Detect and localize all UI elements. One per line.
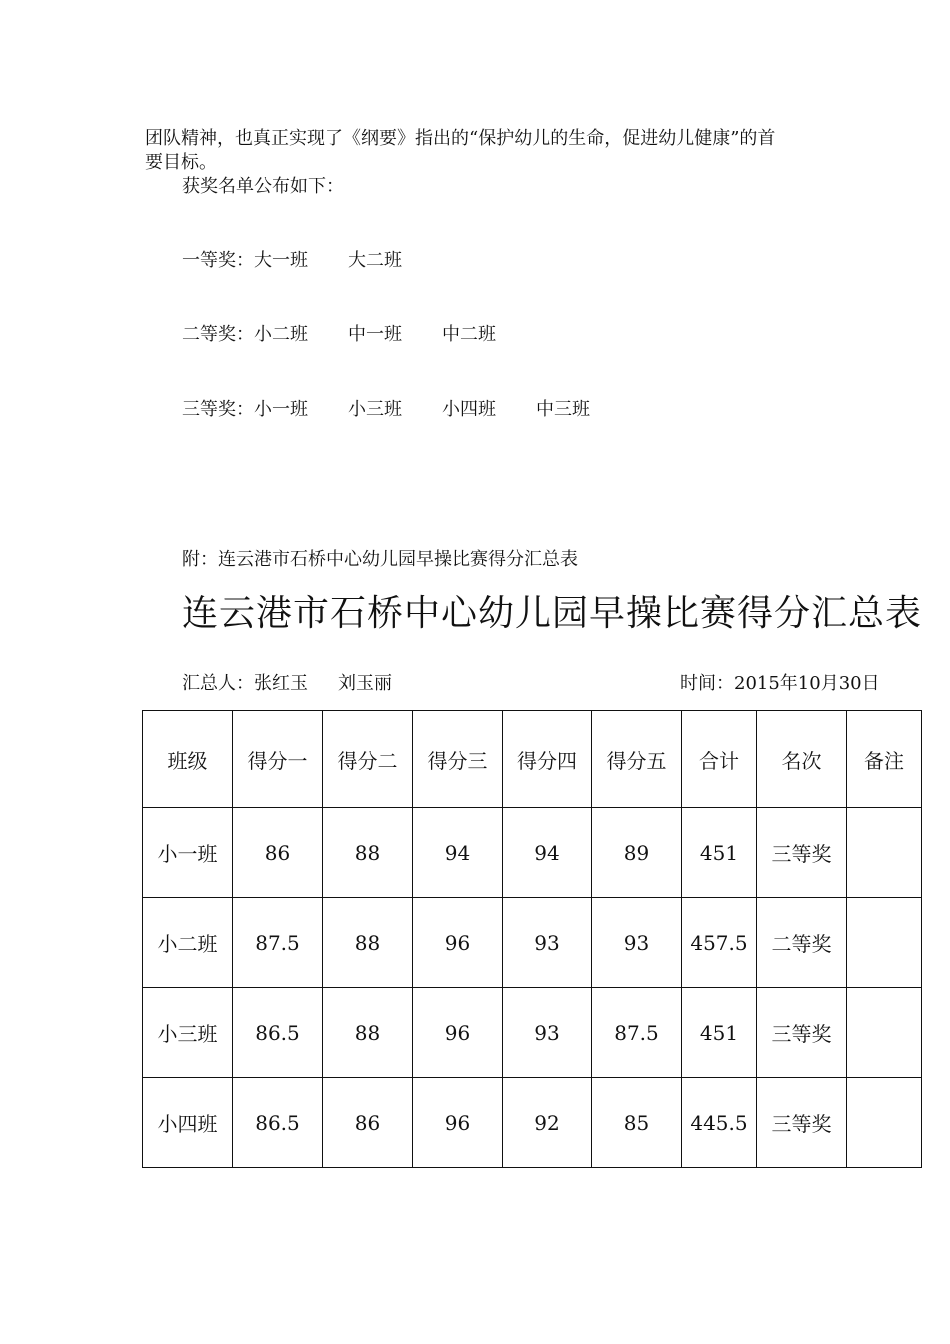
table-row	[143, 898, 922, 988]
table-cell: 三等奖	[757, 988, 847, 1078]
award-third	[182, 399, 590, 421]
table-cell: 88	[323, 988, 413, 1078]
score-table	[142, 710, 922, 1168]
table-cell: 96	[413, 988, 503, 1078]
date-line: 时间：2015年10月30日	[680, 673, 880, 694]
table-cell: 96	[413, 1078, 503, 1168]
table-cell: 小二班	[143, 898, 233, 988]
header-cell: 班级	[143, 711, 233, 808]
table-cell: 85	[592, 1078, 682, 1168]
table-cell: 92	[503, 1078, 592, 1168]
award-class: 中一班	[348, 324, 402, 345]
table-cell: 86.5	[233, 988, 323, 1078]
award-class: 小一班	[254, 399, 308, 420]
award-label: 三等奖：	[182, 399, 254, 420]
header-cell: 得分二	[323, 711, 413, 808]
header-cell: 得分五	[592, 711, 682, 808]
award-class: 小二班	[254, 324, 308, 345]
award-first	[182, 250, 402, 272]
table-cell	[847, 988, 922, 1078]
header-cell: 得分四	[503, 711, 592, 808]
award-class: 大一班	[254, 250, 308, 271]
header-cell: 备注	[847, 711, 922, 808]
table-cell: 小三班	[143, 988, 233, 1078]
table-cell: 小四班	[143, 1078, 233, 1168]
table-row	[143, 808, 922, 898]
table-cell: 86	[323, 1078, 413, 1168]
award-second	[182, 324, 496, 346]
intro-line-2: 要目标。	[145, 152, 217, 173]
table-cell: 三等奖	[757, 1078, 847, 1168]
table-header-row	[143, 711, 922, 808]
table-row	[143, 1078, 922, 1168]
award-class: 小三班	[348, 399, 402, 420]
table-cell: 93	[592, 898, 682, 988]
header-cell: 得分一	[233, 711, 323, 808]
table-cell: 451	[682, 988, 757, 1078]
table-title: 连云港市石桥中心幼儿园早操比赛得分汇总表	[182, 593, 923, 634]
table-row	[143, 988, 922, 1078]
table-cell: 94	[413, 808, 503, 898]
compiler-line	[182, 673, 392, 695]
table-cell: 88	[323, 808, 413, 898]
table-cell: 二等奖	[757, 898, 847, 988]
table-cell: 87.5	[233, 898, 323, 988]
compiler-name: 张红玉	[254, 673, 308, 694]
table-cell	[847, 808, 922, 898]
award-class: 小四班	[442, 399, 496, 420]
table-cell: 93	[503, 898, 592, 988]
table-cell: 89	[592, 808, 682, 898]
table-cell	[847, 898, 922, 988]
header-cell: 名次	[757, 711, 847, 808]
table-cell: 96	[413, 898, 503, 988]
table-cell	[847, 1078, 922, 1168]
table-cell: 445.5	[682, 1078, 757, 1168]
table-cell: 三等奖	[757, 808, 847, 898]
award-class: 中二班	[442, 324, 496, 345]
table-cell: 86.5	[233, 1078, 323, 1168]
table-cell: 小一班	[143, 808, 233, 898]
header-cell: 合计	[682, 711, 757, 808]
table-cell: 88	[323, 898, 413, 988]
announce-text: 获奖名单公布如下：	[182, 176, 344, 197]
table-cell: 86	[233, 808, 323, 898]
intro-line-1: 团队精神，也真正实现了《纲要》指出的“保护幼儿的生命，促进幼儿健康”的首	[145, 128, 776, 149]
appendix-note: 附：连云港市石桥中心幼儿园早操比赛得分汇总表	[182, 549, 578, 570]
table-cell: 94	[503, 808, 592, 898]
table-cell: 87.5	[592, 988, 682, 1078]
award-label: 二等奖：	[182, 324, 254, 345]
table-cell: 93	[503, 988, 592, 1078]
compiler-label: 汇总人：	[182, 673, 254, 694]
award-class: 中三班	[536, 399, 590, 420]
table-cell: 451	[682, 808, 757, 898]
award-class: 大二班	[348, 250, 402, 271]
table-cell: 457.5	[682, 898, 757, 988]
award-label: 一等奖：	[182, 250, 254, 271]
compiler-name: 刘玉丽	[338, 673, 392, 694]
header-cell: 得分三	[413, 711, 503, 808]
